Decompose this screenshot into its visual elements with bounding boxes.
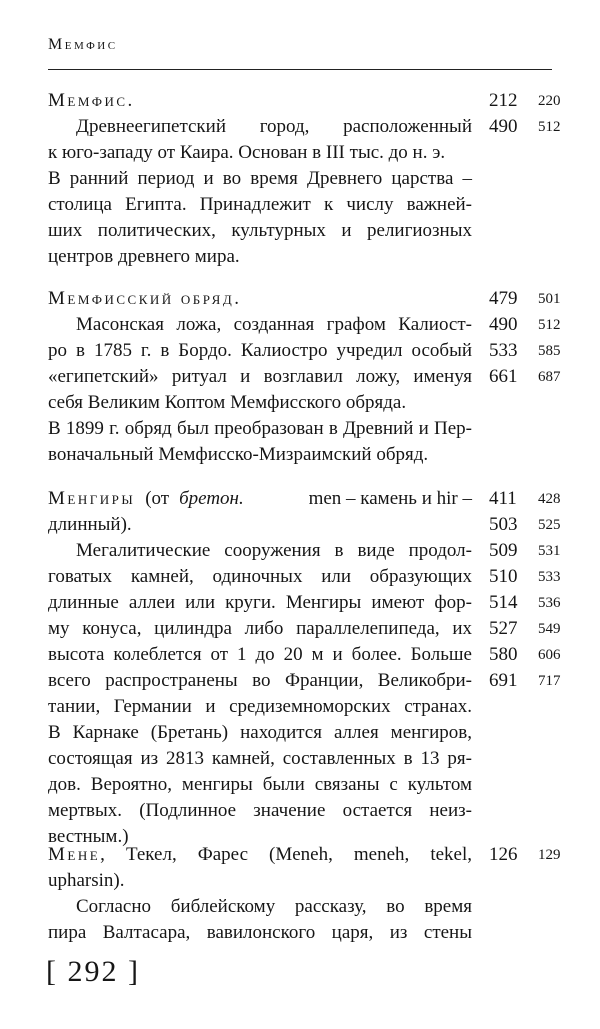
entry-text: состоящая из 2813 камней, составленных в 13 ря- bbox=[48, 748, 472, 769]
entry-line bbox=[48, 218, 554, 244]
etymology-text: men – камень и hir – bbox=[308, 488, 472, 509]
entry-line bbox=[48, 868, 554, 894]
entry-line bbox=[48, 244, 554, 270]
page-ref-main: 661 bbox=[489, 366, 518, 387]
entry-text: высота колеблется от 1 до 20 м и более. Больше bbox=[48, 644, 472, 665]
page-ref-main: 503 bbox=[489, 514, 518, 535]
headword: Мене bbox=[48, 844, 101, 865]
entry-line bbox=[48, 114, 561, 140]
entry-text: длинные аллеи или круги. Менгиры имеют фор- bbox=[48, 592, 472, 613]
page-ref-alt: 687 bbox=[538, 369, 561, 385]
entry-text: дов. Вероятно, менгиры были связаны с культом bbox=[48, 774, 472, 795]
entry-text: себя Великим Коптом Мемфисского обряда. bbox=[48, 392, 407, 413]
page-ref-alt: 428 bbox=[538, 491, 561, 507]
entry-text: upharsin). bbox=[48, 870, 125, 891]
page-ref-alt: 531 bbox=[538, 543, 561, 559]
page-number: [ 292 ] bbox=[46, 955, 140, 988]
entry-text: Мегалитические сооружения в виде продол- bbox=[76, 540, 472, 561]
page-ref-main: 479 bbox=[489, 288, 518, 309]
entry-menhirs bbox=[48, 486, 561, 850]
entry-line bbox=[48, 642, 561, 668]
entry-text: ро в 1785 г. в Бордо. Калиостро учредил особый bbox=[48, 340, 472, 361]
entry-line bbox=[48, 512, 561, 538]
running-head: Мемфис bbox=[48, 36, 118, 53]
entry-line bbox=[48, 842, 561, 868]
entry-text: центров древнего мира. bbox=[48, 246, 240, 267]
entry-text: пира Валтасара, вавилонского царя, из стены bbox=[48, 922, 472, 943]
entry-line bbox=[48, 416, 554, 442]
entry-line bbox=[48, 894, 554, 920]
entry-line bbox=[48, 538, 561, 564]
page-ref-main: 514 bbox=[489, 592, 518, 613]
entry-text: к юго-западу от Каира. Основан в III тыс. до н. э. bbox=[48, 142, 446, 163]
entry-line bbox=[48, 590, 561, 616]
entry-line bbox=[48, 694, 554, 720]
page-ref-main: 533 bbox=[489, 340, 518, 361]
entry-line bbox=[48, 364, 561, 390]
entry-line bbox=[48, 88, 561, 114]
entry-line bbox=[48, 920, 554, 946]
headword-line bbox=[48, 486, 472, 512]
page-ref-alt: 533 bbox=[538, 569, 561, 585]
page-ref-main: 212 bbox=[489, 90, 518, 111]
entry-text: Древнеегипетский город, расположенный bbox=[76, 116, 472, 137]
etymology-open: (от bbox=[145, 488, 170, 509]
entry-line bbox=[48, 312, 561, 338]
headword: Мемфисский обряд. bbox=[48, 288, 242, 309]
page-ref-alt: 512 bbox=[538, 317, 561, 333]
page-ref-main: 527 bbox=[489, 618, 518, 639]
headword: Мемфис. bbox=[48, 90, 135, 111]
header-rule bbox=[48, 69, 552, 70]
headword: Менгиры bbox=[48, 488, 136, 509]
page-ref-alt: 220 bbox=[538, 93, 561, 109]
entry-text: говатых камней, одиночных или образующих bbox=[48, 566, 472, 587]
entry-line bbox=[48, 668, 561, 694]
entry-line bbox=[48, 192, 554, 218]
page-ref-main: 126 bbox=[489, 844, 518, 865]
entry-text: «египетский» ритуал и возглавил ложу, именуя bbox=[48, 366, 472, 387]
page-ref-main: 490 bbox=[489, 314, 518, 335]
entry-line bbox=[48, 746, 554, 772]
entry-text: столица Египта. Принадлежит к числу важней- bbox=[48, 194, 472, 215]
entry-text: Масонская ложа, созданная графом Калиост- bbox=[76, 314, 472, 335]
entry-memphis-rite bbox=[48, 286, 561, 468]
page-ref-main: 580 bbox=[489, 644, 518, 665]
entry-text: мертвых. (Подлинное значение остается неиз- bbox=[48, 800, 472, 821]
page-ref-main: 691 bbox=[489, 670, 518, 691]
entry-line bbox=[48, 798, 554, 824]
entry-text: воначальный Мемфисско-Мизраимский обряд. bbox=[48, 444, 429, 465]
entry-line bbox=[48, 140, 554, 166]
page-ref-main: 490 bbox=[489, 116, 518, 137]
entry-line bbox=[48, 442, 554, 468]
entry-text: В 1899 г. обряд был преобразован в Древний и Пер- bbox=[48, 418, 472, 439]
page-ref-alt: 585 bbox=[538, 343, 561, 359]
entry-line bbox=[48, 486, 561, 512]
entry-text: В ранний период и во время Древнего царства – bbox=[48, 168, 472, 189]
etymology-language: бретон. bbox=[179, 488, 244, 509]
entry-line bbox=[48, 338, 561, 364]
entry-line bbox=[48, 564, 561, 590]
entry-line bbox=[48, 616, 561, 642]
entry-line bbox=[48, 166, 554, 192]
entry-text: длинный). bbox=[48, 514, 132, 535]
page-ref-alt: 501 bbox=[538, 291, 561, 307]
page-ref-main: 510 bbox=[489, 566, 518, 587]
page-ref-main: 509 bbox=[489, 540, 518, 561]
entry-line bbox=[48, 772, 554, 798]
entry-text: вестным.) bbox=[48, 826, 129, 847]
page-ref-alt: 525 bbox=[538, 517, 561, 533]
entry-line bbox=[48, 286, 561, 312]
entry-text: всего распространены во Франции, Великобри- bbox=[48, 670, 472, 691]
entry-mene-tekel bbox=[48, 842, 561, 946]
entry-text: В Карнаке (Бретань) находится аллея менгиров, bbox=[48, 722, 472, 743]
page-ref-main: 411 bbox=[489, 488, 517, 509]
entry-text: Согласно библейскому рассказу, во время bbox=[76, 896, 472, 917]
page-ref-alt: 717 bbox=[538, 673, 561, 689]
page-ref-alt: 549 bbox=[538, 621, 561, 637]
entry-line bbox=[48, 390, 554, 416]
headword-line bbox=[48, 842, 472, 868]
entry-text: ших политических, культурных и религиозных bbox=[48, 220, 472, 241]
page-ref-alt: 536 bbox=[538, 595, 561, 611]
page-ref-alt: 606 bbox=[538, 647, 561, 663]
page-ref-alt: 129 bbox=[538, 847, 561, 863]
entry-memphis bbox=[48, 88, 561, 270]
entry-text: му конуса, цилиндра либо параллелепипеда, их bbox=[48, 618, 472, 639]
entry-text: тании, Германии и средиземноморских странах. bbox=[48, 696, 472, 717]
entry-line bbox=[48, 720, 554, 746]
page-ref-alt: 512 bbox=[538, 119, 561, 135]
headword-rest: , Текел, Фарес (Meneh, meneh, tekel, bbox=[100, 844, 472, 865]
